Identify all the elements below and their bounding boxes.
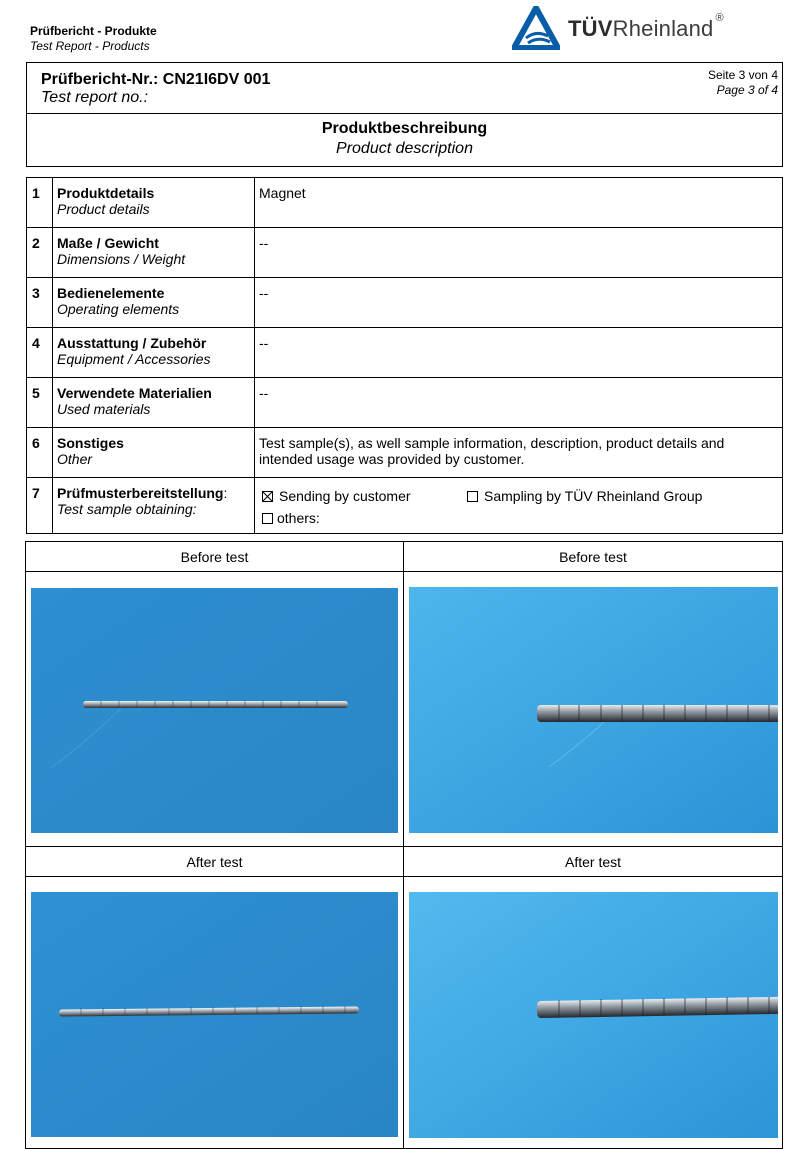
row-label — [53, 378, 255, 428]
photo-caption-after-right: After test — [404, 847, 782, 877]
section-title-de: Produktbeschreibung — [321, 120, 488, 137]
row-label-de: Sonstiges — [57, 435, 124, 451]
row-number: 4 — [27, 328, 53, 378]
photo-divider-vertical — [403, 542, 404, 1148]
tuv-logo — [512, 6, 762, 46]
row-label-de: Produktdetails — [57, 185, 155, 201]
option-others[interactable] — [262, 508, 320, 528]
row-label — [53, 328, 255, 378]
table-row — [27, 278, 783, 328]
report-number-en: Test report no.: — [41, 89, 149, 106]
row-number: 1 — [27, 178, 53, 228]
row-label-en: Dimensions / Weight — [57, 251, 186, 267]
checkbox-icon[interactable] — [262, 513, 273, 524]
row-label-en: Equipment / Accessories — [57, 351, 211, 367]
row-label-de: Maße / Gewicht — [57, 235, 159, 251]
row-number: 3 — [27, 278, 53, 328]
row-number: 6 — [27, 428, 53, 478]
logo-registered: ® — [715, 12, 724, 24]
row-label-en: Test sample obtaining: — [57, 501, 197, 517]
row-value: Magnet — [255, 178, 783, 228]
row-value: -- — [255, 228, 783, 278]
row-label — [53, 428, 255, 478]
table-row — [27, 478, 783, 534]
table-row — [27, 178, 783, 228]
row-label-en: Product details — [57, 201, 150, 217]
row-value: Test sample(s), as well sample information, description, product details and intended usage was provided by customer. — [255, 428, 783, 478]
photo-after-right — [409, 892, 778, 1138]
photo-before-left — [31, 588, 398, 833]
row-label-de: Bedienelemente — [57, 285, 165, 301]
row-label-de: Ausstattung / Zubehör — [57, 335, 207, 351]
photo-before-right — [409, 587, 778, 833]
row-label-de: Verwendete Materialien — [57, 385, 212, 401]
option-sampling[interactable] — [467, 486, 702, 506]
section-title-en: Product description — [336, 140, 473, 157]
row-value: -- — [255, 378, 783, 428]
row-label-en: Used materials — [57, 401, 151, 417]
photo-table — [25, 541, 783, 1149]
table-row — [27, 428, 783, 478]
header-title-block — [30, 24, 157, 54]
page-number-en: Page 3 of 4 — [716, 83, 778, 97]
sample-options-line — [262, 506, 778, 528]
row-label — [53, 478, 255, 534]
document-header — [30, 12, 770, 60]
option-others-label: others: — [277, 510, 320, 526]
photo-caption-after-left: After test — [26, 847, 403, 877]
checkbox-checked-icon[interactable] — [262, 491, 273, 502]
row-label — [53, 278, 255, 328]
table-row — [27, 378, 783, 428]
row-label-suffix: : — [223, 485, 228, 501]
table-row — [27, 228, 783, 278]
table-row — [27, 328, 783, 378]
row-label — [53, 178, 255, 228]
row-label-de: Prüfmusterbereitstellung — [57, 485, 224, 501]
row-label — [53, 228, 255, 278]
photo-caption-before-left: Before test — [26, 542, 403, 572]
report-number — [41, 71, 270, 107]
row-value: -- — [255, 278, 783, 328]
logo-text: Rheinland — [612, 16, 714, 41]
logo-wordmark — [568, 12, 724, 42]
row-value: -- — [255, 328, 783, 378]
section-title-box — [26, 114, 783, 167]
option-sending[interactable] — [262, 486, 467, 506]
option-sending-label: Sending by customer — [279, 488, 411, 504]
option-sampling-label: Sampling by TÜV Rheinland Group — [484, 488, 703, 504]
row-label-en: Operating elements — [57, 301, 180, 317]
logo-text-bold: TÜV — [568, 16, 613, 41]
header-title-de: Prüfbericht - Produkte — [30, 24, 157, 38]
row-number: 2 — [27, 228, 53, 278]
product-details-table — [26, 177, 783, 534]
row-number: 5 — [27, 378, 53, 428]
report-number-box — [26, 62, 783, 114]
row-number: 7 — [27, 478, 53, 534]
tuv-triangle-icon — [512, 6, 560, 50]
page-number-de: Seite 3 von 4 — [707, 68, 778, 82]
checkbox-icon[interactable] — [467, 491, 478, 502]
photo-caption-before-right: Before test — [404, 542, 782, 572]
row-label-en: Other — [57, 451, 93, 467]
report-number-de: Prüfbericht-Nr.: CN21I6DV 001 — [41, 71, 271, 88]
page-number — [708, 68, 778, 98]
row-label-de-wrap — [57, 485, 250, 501]
photo-after-left — [31, 892, 398, 1137]
sample-options — [255, 478, 783, 534]
sample-options-line — [262, 484, 778, 506]
header-title-en: Test Report - Products — [30, 39, 150, 53]
